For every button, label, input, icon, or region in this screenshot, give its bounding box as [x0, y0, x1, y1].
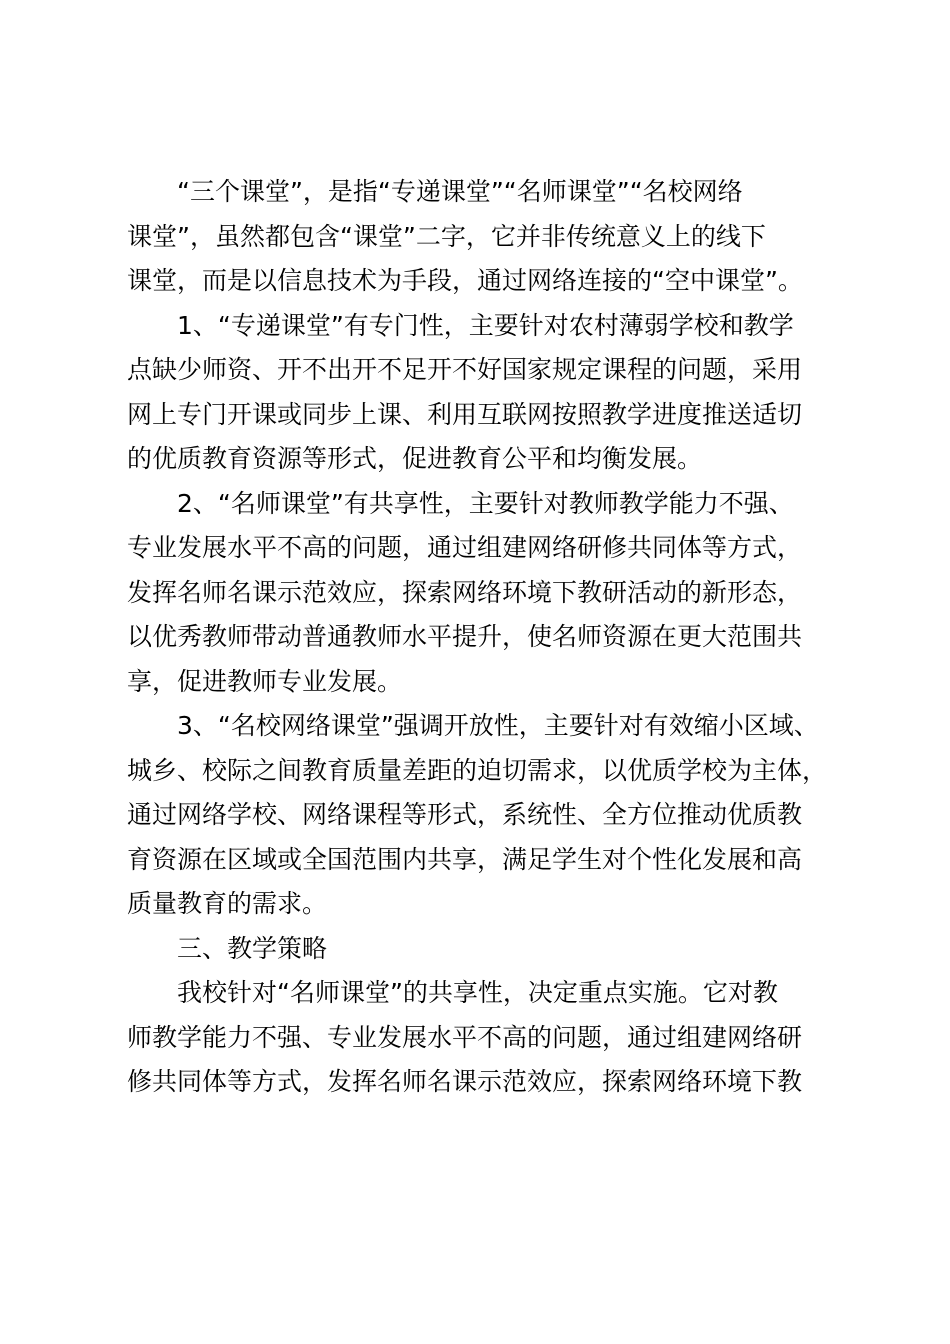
text-line: 城乡、校际之间教育质量差距的迫切需求，以优质学校为主体， — [127, 755, 828, 785]
text-line: 1、“专递课堂”有专门性，主要针对农村薄弱学校和教学 — [177, 310, 794, 340]
text-line: 网上专门开课或同步上课、利用互联网按照教学进度推送适切 — [127, 399, 803, 429]
paragraph-school-implementation — [127, 971, 847, 1105]
text-line: 师教学能力不强、专业发展水平不高的问题，通过组建网络研 — [127, 1022, 803, 1052]
text-line: 的优质教育资源等形式，促进教育公平和均衡发展。 — [127, 444, 703, 473]
text-line: “三个课堂”，是指“专递课堂”“名师课堂”“名校网络 — [177, 177, 743, 206]
text-line: 三、教学策略 — [177, 933, 328, 963]
text-line: 2、“名师课堂”有共享性，主要针对教师教学能力不强、 — [177, 488, 794, 518]
section-heading-teaching-strategy — [127, 927, 847, 972]
paragraph-three-classrooms-intro — [127, 170, 847, 304]
text-line: 享，促进教师专业发展。 — [127, 666, 403, 696]
paragraph-famous-teacher-classroom — [127, 482, 847, 705]
text-line: 以优秀教师带动普通教师水平提升，使名师资源在更大范围共 — [127, 622, 803, 651]
text-line: 修共同体等方式，发挥名师名课示范效应，探索网络环境下教 — [127, 1067, 803, 1096]
paragraph-special-delivery-classroom — [127, 304, 847, 482]
text-line: 质量教育的需求。 — [127, 889, 328, 918]
text-line: 发挥名师名课示范效应，探索网络环境下教研活动的新形态， — [127, 577, 803, 607]
text-line: 育资源在区域或全国范围内共享，满足学生对个性化发展和高 — [127, 844, 803, 874]
text-line: 通过网络学校、网络课程等形式，系统性、全方位推动优质教 — [127, 800, 803, 829]
paragraph-famous-school-network-classroom — [127, 704, 847, 927]
text-line: 课堂”，虽然都包含“课堂”二字，它并非传统意义上的线下 — [127, 221, 766, 251]
text-line: 课堂，而是以信息技术为手段，通过网络连接的“空中课堂”。 — [127, 266, 803, 295]
text-line: 专业发展水平不高的问题，通过组建网络研修共同体等方式， — [127, 533, 803, 562]
text-line: 点缺少师资、开不出开不足开不好国家规定课程的问题，采用 — [127, 355, 803, 384]
text-line: 3、“名校网络课堂”强调开放性，主要针对有效缩小区域、 — [177, 711, 819, 740]
document-body — [127, 170, 847, 1105]
text-line: 我校针对“名师课堂”的共享性，决定重点实施。它对教 — [177, 978, 778, 1007]
